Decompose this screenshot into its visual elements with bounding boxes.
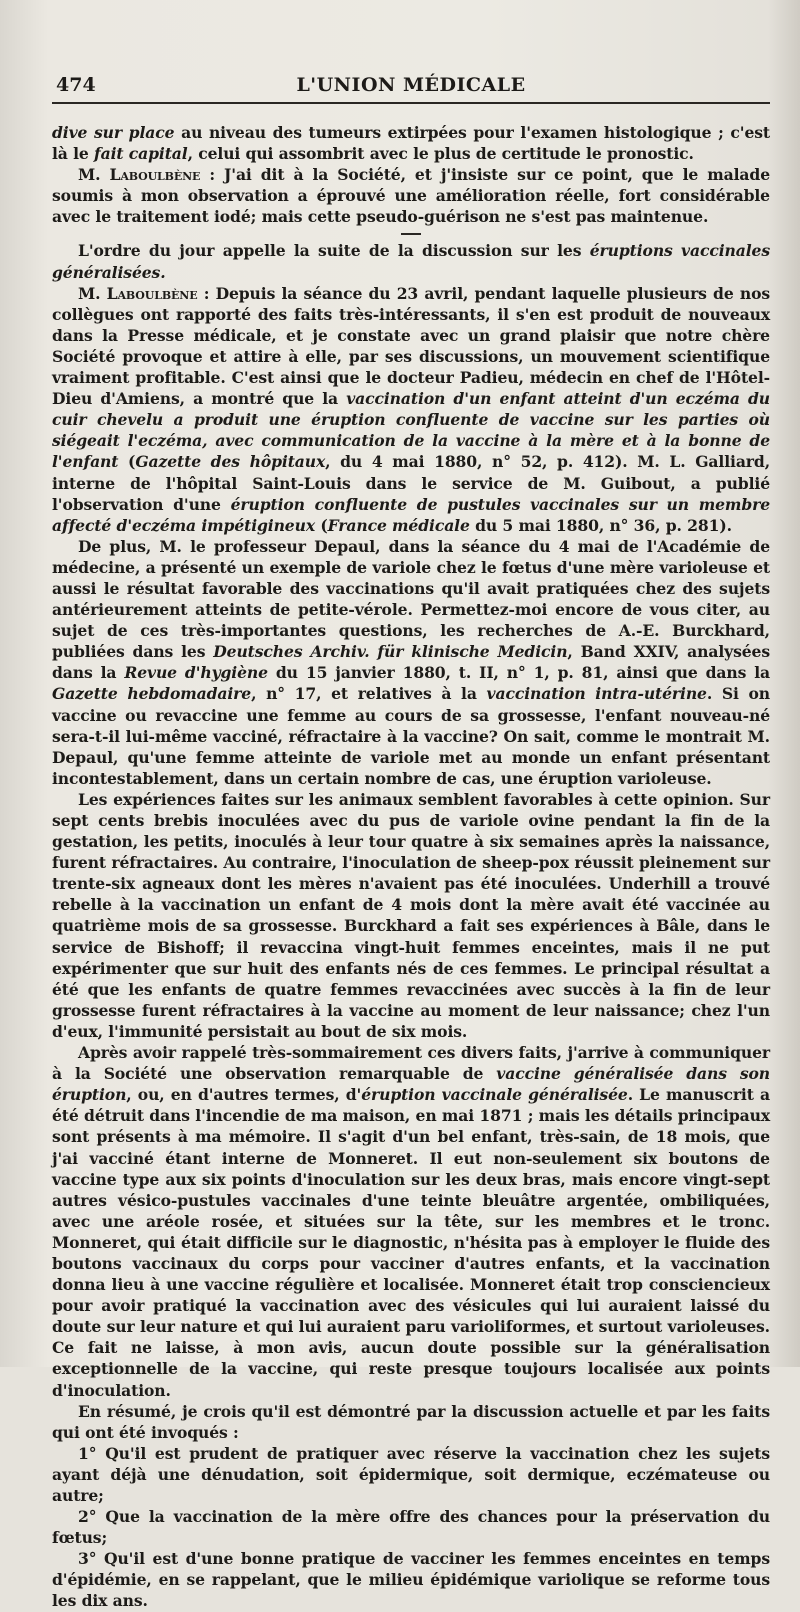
text-run: Les expériences faites sur les animaux semblent favorables à cette opinion. Sur sept cents brebis inoculées avec du pus de variole ovine pendant la fin de la gestation, les petits, inoculés à leur tour quatre à six semaines après la naissance, furent réfractaires. Au contraire, l'inoculation de sheep-pox réussit pleinement sur trente-six agneaux dont les mères n'avaient pas été inoculées. Underhill a trouvé rebelle à la vaccination un enfant de 4 mois dont la mère avait été vaccinée au quatrième mois de sa grossesse. Burckhard a fait ses expériences à Bâle, dans le service de Bishoff; il revaccina vingt-huit femmes enceintes, mais il ne put expérimenter que sur huit des enfants nés de ces femmes. Le principal résultat a été que les enfants de quatre femmes revaccinées avec succès à la fin de leur grossesse furent réfractaires à la vaccine au moment de leur naissance; chez l'un d'eux, l'immunité persistait au bout de six mois. <box>52 789 770 1041</box>
text-run: , ou, en d'autres termes, d' <box>126 1085 362 1105</box>
text-run: M. <box>78 165 110 185</box>
text-run: , n° 17, et relatives à la <box>251 684 487 704</box>
text-run: 2° Que la vaccination de la mère offre des chances pour la préservation du fœtus; <box>52 1507 770 1548</box>
paragraph <box>52 789 770 1042</box>
italic-text: fait capital <box>94 144 188 164</box>
italic-text: France médicale <box>327 515 470 535</box>
text-run: . Le manuscrit a été détruit dans l'incendie de ma maison, en mai 1871 ; mais les détails principaux sont présents à ma mémoire. Il s'agit d'un bel enfant, très-sain, de 18 mois, que j'ai vacciné étant interne de Monneret. Il eut non-seulement six boutons de vaccine type aux six points d'inoculation sur les deux bras, mais encore vingt-sept autres vésico-pustules vaccinales d'une teinte bleuâtre argentée, ombiliquées, avec une aréole rosée, et situées sur la tête, sur les membres et le tronc. Monneret, qui était difficile sur le diagnostic, n'hésita pas à employer le fluide des boutons vaccinaux du corps pour vacciner d'autres enfants, et la vaccination donna lieu à une vaccine régulière et localisée. Monneret était trop consciencieux pour avoir pratiqué la vaccination avec des vésicules qui lui auraient laissé du doute sur leur nature et qui lui auraient paru varioliformes, et surtout varioleuses. Ce fait ne laisse, à mon avis, aucun doute possible sur la généralisation exceptionnelle de la vaccine, qui reste presque toujours localisée aux points d'inoculation. <box>52 1085 770 1400</box>
text-run: . Si on vaccine ou revaccine une femme au cours de sa grossesse, l'enfant nouveau-né sera-t-il lui-même vacciné, réfractaire à la vaccine? On sait, comme le montrait M. Depaul, qu'une femme atteinte de variole met au monde un enfant présentant incontestablement, dans un certain nombre de cas, une éruption varioleuse. <box>52 684 770 788</box>
section-separator <box>401 233 421 235</box>
text-run: , celui qui assombrit avec le plus de certitude le pronostic. <box>187 144 694 164</box>
paragraph <box>52 1506 770 1548</box>
running-header <box>52 72 770 104</box>
speaker-name: Laboulbène <box>109 165 201 185</box>
italic-text: vaccination d'un enfant atteint d'un eczéma du cuir chevelu a produit une éruption confluente de vaccine sur les parties où siégeait l'eczéma, avec communication de la vaccine à la mère et à la bonne de l'enfant <box>52 389 770 472</box>
text-run: : Depuis la séance du 23 avril, pendant laquelle plusieurs de nos collègues ont rapporté des faits très-intéressants, il s'en est produit de nouveaux dans la Presse médicale, et je constate avec un grand plaisir que notre chère Société provoque et attire à elle, par ses discussions, un mouvement scientifique vraiment profitable. C'est ainsi que le docteur Padieu, médecin en chef de l'Hôtel-Dieu d'Amiens, a montré que la <box>52 283 771 409</box>
text-run: , du 4 mai 1880, n° 52, p. 412). M. L. Galliard, interne de l'hôpital Saint-Louis dans le service de M. Guibout, a publié l'observation d'une <box>52 452 770 514</box>
text-run: Après avoir rappelé très-sommairement ces divers faits, j'arrive à communiquer à la Société une observation remarquable de <box>52 1043 770 1084</box>
text-run: En résumé, je crois qu'il est démontré par la discussion actuelle et par les faits qui ont été invoqués : <box>52 1401 770 1442</box>
paragraph <box>52 240 770 282</box>
text-run: : J'ai dit à la Société, et j'insiste sur ce point, que le malade soumis à mon observation a éprouvé une amélioration réelle, fort considérable avec le traitement iodé; mais cette pseudo-guérison ne s'est pas maintenue. <box>52 165 770 227</box>
italic-text: dive sur place <box>52 123 175 142</box>
journal-title: L'UNION MÉDICALE <box>296 74 526 96</box>
paragraph <box>52 1042 770 1401</box>
text-run: L'ordre du jour appelle la suite de la discussion sur les <box>78 241 590 261</box>
speaker-name: Laboulbène <box>106 283 198 303</box>
text-run: ( <box>118 452 136 472</box>
paragraph <box>52 122 770 164</box>
paragraph <box>52 283 770 536</box>
italic-text: vaccine généralisée dans son éruption <box>52 1064 770 1105</box>
italic-text: éruption vaccinale généralisée <box>361 1085 628 1105</box>
paragraph <box>52 1548 770 1611</box>
italic-text: Gazette hebdomadaire <box>52 684 252 704</box>
text-run: , Band XXIV, analysées dans la <box>52 642 771 683</box>
italic-text: Gazette des hôpitaux <box>135 452 326 472</box>
paragraph <box>52 1401 770 1443</box>
italic-text: Deutsches Archiv. für klinische Medicin <box>213 642 568 662</box>
text-run: au niveau des tumeurs extirpées pour l'examen histologique ; c'est là le <box>52 123 770 164</box>
italic-text: éruptions vaccinales généralisées. <box>52 241 770 282</box>
paragraph <box>52 164 770 227</box>
text-run: du 5 mai 1880, n° 36, p. 281). <box>469 515 732 535</box>
text-run: De plus, M. le professeur Depaul, dans la séance du 4 mai de l'Académie de médecine, a présenté un exemple de variole chez le fœtus d'une mère varioleuse et aussi le résultat favorable des vaccinations qu'il avait pratiquées chez des sujets antérieurement atteints de petite-vérole. Permettez-moi encore de vous citer, au sujet de ces très-importantes questions, les recherches de A.-E. Burckhard, publiées dans les <box>52 536 770 662</box>
text-run: ( <box>315 515 328 535</box>
paragraph <box>52 536 770 789</box>
article-body <box>52 122 770 1612</box>
paragraph <box>52 1443 770 1506</box>
text-run: M. <box>78 283 107 303</box>
italic-text: Revue d'hygiène <box>124 663 268 683</box>
italic-text: vaccination intra-utérine <box>486 684 707 704</box>
text-run: du 15 janvier 1880, t. II, n° 1, p. 81, ainsi que dans la <box>267 663 770 683</box>
page-number: 474 <box>56 74 96 96</box>
text-run: 3° Qu'il est d'une bonne pratique de vacciner les femmes enceintes en temps d'épidémie, en se rappelant, que le milieu épidémique variolique se reforme tous les dix ans. <box>52 1549 770 1611</box>
italic-text: éruption confluente de pustules vaccinales sur un membre affecté d'eczéma impétigineux <box>52 494 770 535</box>
text-run: 1° Qu'il est prudent de pratiquer avec réserve la vaccination chez les sujets ayant déjà une dénudation, soit épidermique, soit dermique, eczémateuse ou autre; <box>52 1443 770 1505</box>
